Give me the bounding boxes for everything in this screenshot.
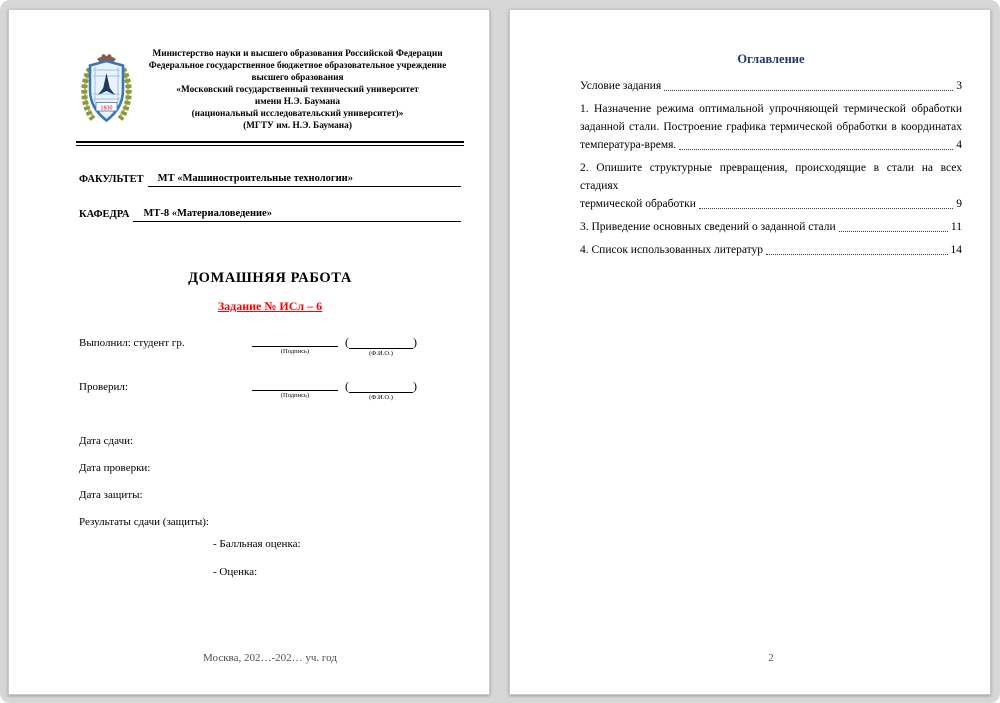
toc-page-number: 9 [956, 198, 962, 210]
signature-caption: (Подпись) [280, 392, 310, 399]
date-line: Дата проверки: [79, 462, 151, 474]
toc-entry-text: температура-время. [580, 139, 677, 151]
header-divider-rule [76, 141, 464, 146]
work-title: ДОМАШНЯЯ РАБОТА [188, 270, 352, 286]
faculty-row [79, 172, 461, 187]
date-line: Дата сдачи: [79, 435, 134, 447]
institution-line: «Московский государственный технический университет [176, 85, 419, 95]
signature-rows [79, 336, 417, 402]
toc-heading: Оглавление [737, 52, 805, 66]
department-value: МТ-8 «Материаловедение» [133, 207, 461, 222]
result-item: - Оценка: [213, 566, 258, 578]
date-line: Дата защиты: [79, 489, 143, 501]
toc-dot-leader [679, 149, 953, 150]
institution-line: Министерство науки и высшего образования Российской Федерации [152, 49, 443, 59]
institution-text-block [134, 46, 461, 132]
page-table-of-contents[interactable] [509, 9, 991, 695]
toc-entry-text: 3. Приведение основных сведений о заданной стали [580, 221, 836, 233]
faculty-label: ФАКУЛЬТЕТ [79, 174, 144, 185]
toc-entry-line: 2. Опишите структурные превращения, происходящие в стали на всех стадиях [580, 162, 962, 192]
fio-blank[interactable]: ( ) (Ф.И.О.) [345, 335, 417, 357]
signature-blank[interactable] [252, 380, 338, 400]
institution-header [79, 46, 461, 133]
toc-dot-leader [766, 254, 947, 255]
institution-line: (национальный исследовательский университет)» [191, 109, 404, 119]
toc-dot-leader [699, 208, 953, 209]
page-title-sheet[interactable] [8, 9, 490, 695]
institution-line: имени Н.Э. Баумана [254, 97, 341, 107]
toc-dot-leader [839, 231, 948, 232]
signature-row [79, 380, 417, 402]
signature-row-label: Выполнил: студент гр. [79, 337, 185, 349]
results-label: Результаты сдачи (защиты): [79, 516, 209, 528]
result-items-container [79, 537, 461, 579]
task-number-title: Задание № ИСл – 6 [217, 299, 323, 313]
toc-entry[interactable] [580, 159, 962, 213]
toc-entry[interactable] [580, 218, 962, 236]
fio-blank[interactable]: ( ) (Ф.И.О.) [345, 379, 417, 401]
page-number: 2 [768, 652, 774, 664]
department-row [79, 207, 461, 222]
toc-page-number: 11 [950, 221, 962, 233]
fio-caption: (Ф.И.О.) [369, 394, 393, 401]
toc-entry[interactable] [580, 100, 962, 154]
signature-blank[interactable] [252, 336, 338, 356]
institution-line: (МГТУ им. Н.Э. Баумана) [243, 121, 352, 131]
toc-page-number: 4 [956, 139, 962, 151]
toc-entry[interactable] [580, 77, 962, 95]
signature-caption: (Подпись) [280, 348, 310, 355]
faculty-value: МТ «Машиностроительные технологии» [148, 172, 461, 187]
toc-entry[interactable] [580, 241, 962, 259]
signature-row-label: Проверил: [79, 381, 128, 393]
toc-entry-line: 1. Назначение режима оптимальной упрочняющей термической обработки [580, 103, 962, 115]
toc-list [580, 77, 962, 259]
department-label: КАФЕДРА [79, 209, 130, 220]
toc-dot-leader [664, 90, 953, 91]
dates-block [79, 434, 461, 579]
signature-row [79, 336, 417, 358]
institution-line: Федеральное государственное бюджетное образовательное учреждение [148, 61, 447, 71]
date-lines-container [79, 434, 461, 502]
fio-caption: (Ф.И.О.) [369, 350, 393, 357]
toc-entry-text: Условие задания [580, 80, 662, 92]
result-item: - Балльная оценка: [213, 538, 301, 550]
toc-entry-text: 4. Список использованных литератур [580, 244, 764, 256]
toc-entry-line: заданной стали. Построение графика термической обработки в координатах [580, 121, 962, 133]
toc-page-number: 3 [956, 80, 962, 92]
emblem-year-text: 1830 [100, 105, 113, 112]
city-year-footer: Москва, 202…-202… уч. год [203, 652, 337, 664]
bauman-coat-of-arms-icon [79, 50, 134, 133]
toc-page-number: 14 [950, 244, 962, 256]
toc-entry-text: термической обработки [580, 198, 696, 210]
institution-line: высшего образования [251, 73, 344, 83]
